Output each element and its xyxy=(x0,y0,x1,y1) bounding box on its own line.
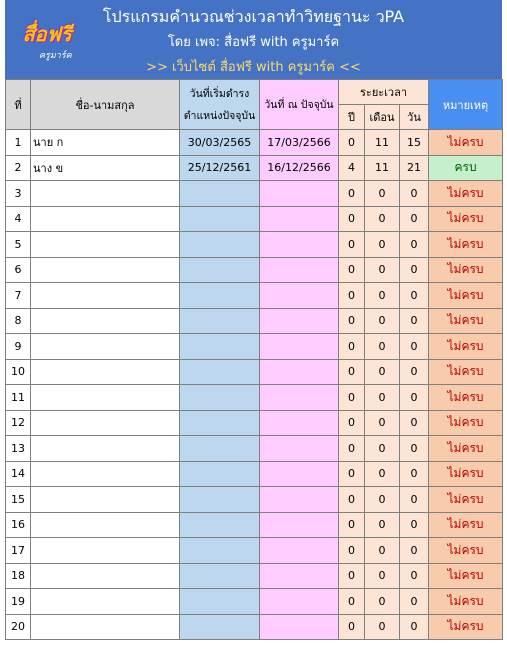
note-cell: ไม่ครบ xyxy=(429,334,503,360)
current-date-cell[interactable] xyxy=(260,181,339,207)
note-cell: ไม่ครบ xyxy=(429,130,503,156)
current-date-cell[interactable] xyxy=(260,512,339,538)
start-date-cell[interactable] xyxy=(180,461,260,487)
table-row xyxy=(6,487,503,513)
name-cell[interactable] xyxy=(31,563,180,589)
years-cell: 0 xyxy=(339,232,365,258)
name-cell[interactable] xyxy=(31,359,180,385)
row-number-cell: 6 xyxy=(6,257,31,283)
start-date-cell[interactable] xyxy=(180,257,260,283)
current-date-cell[interactable]: 16/12/2566 xyxy=(260,155,339,181)
header-name: ชื่อ-นามสกุล xyxy=(31,80,180,130)
days-cell: 0 xyxy=(400,538,429,564)
months-cell: 0 xyxy=(365,512,400,538)
note-cell: ไม่ครบ xyxy=(429,436,503,462)
note-cell: ไม่ครบ xyxy=(429,206,503,232)
note-cell: ไม่ครบ xyxy=(429,308,503,334)
name-cell[interactable] xyxy=(31,283,180,309)
row-number-cell: 9 xyxy=(6,334,31,360)
header-duration: ระยะเวลา xyxy=(339,80,429,105)
table-row xyxy=(6,436,503,462)
years-cell: 0 xyxy=(339,130,365,156)
table-row xyxy=(6,563,503,589)
years-cell: 0 xyxy=(339,538,365,564)
header-months: เดือน xyxy=(365,105,400,130)
header-start-line2: ตำแหน่งปัจจุบัน xyxy=(183,109,256,122)
row-number-cell: 1 xyxy=(6,130,31,156)
row-number-cell: 15 xyxy=(6,487,31,513)
name-cell[interactable] xyxy=(31,308,180,334)
logo-text: สื่อฟรี xyxy=(22,22,72,46)
years-cell: 0 xyxy=(339,385,365,411)
start-date-cell[interactable] xyxy=(180,589,260,615)
years-cell: 0 xyxy=(339,257,365,283)
start-date-cell[interactable] xyxy=(180,385,260,411)
years-cell: 0 xyxy=(339,334,365,360)
start-date-cell[interactable] xyxy=(180,614,260,640)
days-cell: 0 xyxy=(400,512,429,538)
row-number-cell: 2 xyxy=(6,155,31,181)
note-cell: ไม่ครบ xyxy=(429,283,503,309)
table-row xyxy=(6,257,503,283)
header-note: หมายเหตุ xyxy=(429,80,503,130)
days-cell: 0 xyxy=(400,410,429,436)
table-row xyxy=(6,308,503,334)
start-date-cell[interactable] xyxy=(180,181,260,207)
current-date-cell[interactable] xyxy=(260,385,339,411)
years-cell: 0 xyxy=(339,308,365,334)
start-date-cell[interactable] xyxy=(180,334,260,360)
start-date-cell[interactable] xyxy=(180,283,260,309)
header-current-date: วันที่ ณ ปัจจุบัน xyxy=(260,80,339,130)
note-cell: ไม่ครบ xyxy=(429,232,503,258)
row-number-cell: 16 xyxy=(6,512,31,538)
name-cell[interactable] xyxy=(31,385,180,411)
name-cell[interactable] xyxy=(31,436,180,462)
months-cell: 0 xyxy=(365,410,400,436)
days-cell: 0 xyxy=(400,487,429,513)
days-cell: 0 xyxy=(400,563,429,589)
months-cell: 0 xyxy=(365,436,400,462)
current-date-cell[interactable] xyxy=(260,461,339,487)
months-cell: 0 xyxy=(365,385,400,411)
table-row xyxy=(6,512,503,538)
note-cell: ไม่ครบ xyxy=(429,614,503,640)
days-cell: 0 xyxy=(400,436,429,462)
name-cell[interactable] xyxy=(31,410,180,436)
years-cell: 0 xyxy=(339,512,365,538)
years-cell: 0 xyxy=(339,589,365,615)
months-cell: 0 xyxy=(365,614,400,640)
days-cell: 0 xyxy=(400,614,429,640)
current-date-cell[interactable] xyxy=(260,410,339,436)
header-banner xyxy=(5,0,502,79)
note-cell: ไม่ครบ xyxy=(429,563,503,589)
years-cell: 0 xyxy=(339,283,365,309)
header-start-date xyxy=(180,80,260,130)
years-cell: 0 xyxy=(339,206,365,232)
years-cell: 0 xyxy=(339,461,365,487)
table-row xyxy=(6,283,503,309)
months-cell: 0 xyxy=(365,257,400,283)
note-cell: ไม่ครบ xyxy=(429,181,503,207)
months-cell: 0 xyxy=(365,232,400,258)
days-cell: 0 xyxy=(400,385,429,411)
months-cell: 0 xyxy=(365,181,400,207)
row-number-cell: 20 xyxy=(6,614,31,640)
days-cell: 0 xyxy=(400,257,429,283)
row-number-cell: 3 xyxy=(6,181,31,207)
months-cell: 0 xyxy=(365,563,400,589)
months-cell: 0 xyxy=(365,487,400,513)
row-number-cell: 8 xyxy=(6,308,31,334)
days-cell: 0 xyxy=(400,334,429,360)
row-number-cell: 12 xyxy=(6,410,31,436)
years-cell: 0 xyxy=(339,410,365,436)
months-cell: 0 xyxy=(365,334,400,360)
note-cell: ไม่ครบ xyxy=(429,538,503,564)
start-date-cell[interactable] xyxy=(180,487,260,513)
current-date-cell[interactable] xyxy=(260,436,339,462)
note-cell: ครบ xyxy=(429,155,503,181)
start-date-cell[interactable] xyxy=(180,436,260,462)
days-cell: 0 xyxy=(400,461,429,487)
days-cell: 21 xyxy=(400,155,429,181)
row-number-cell: 7 xyxy=(6,283,31,309)
row-number-cell: 5 xyxy=(6,232,31,258)
logo-subtext: ครูมาร์ค xyxy=(39,51,72,61)
name-cell[interactable] xyxy=(31,206,180,232)
name-cell[interactable] xyxy=(31,334,180,360)
current-date-cell[interactable]: 17/03/2566 xyxy=(260,130,339,156)
current-date-cell[interactable] xyxy=(260,232,339,258)
years-cell: 0 xyxy=(339,436,365,462)
name-cell[interactable] xyxy=(31,512,180,538)
header-no: ที่ xyxy=(6,80,31,130)
note-cell: ไม่ครบ xyxy=(429,461,503,487)
table-row xyxy=(6,385,503,411)
years-cell: 0 xyxy=(339,359,365,385)
months-cell: 0 xyxy=(365,206,400,232)
months-cell: 0 xyxy=(365,359,400,385)
current-date-cell[interactable] xyxy=(260,614,339,640)
current-date-cell[interactable] xyxy=(260,308,339,334)
row-number-cell: 17 xyxy=(6,538,31,564)
name-cell[interactable]: นาย ก xyxy=(31,130,180,156)
days-cell: 0 xyxy=(400,232,429,258)
page-byline: โดย เพจ: สื่อฟรี with ครูมาร์ค xyxy=(167,35,340,50)
years-cell: 0 xyxy=(339,614,365,640)
header-years: ปี xyxy=(339,105,365,130)
start-date-cell[interactable] xyxy=(180,308,260,334)
row-number-cell: 18 xyxy=(6,563,31,589)
days-cell: 15 xyxy=(400,130,429,156)
start-date-cell[interactable] xyxy=(180,232,260,258)
row-number-cell: 10 xyxy=(6,359,31,385)
note-cell: ไม่ครบ xyxy=(429,589,503,615)
current-date-cell[interactable] xyxy=(260,563,339,589)
name-cell[interactable] xyxy=(31,232,180,258)
start-date-cell[interactable] xyxy=(180,563,260,589)
start-date-cell[interactable] xyxy=(180,512,260,538)
current-date-cell[interactable] xyxy=(260,334,339,360)
page-title: โปรแกรมคำนวณช่วงเวลาทำวิทยฐานะ วPA xyxy=(102,7,405,26)
row-number-cell: 4 xyxy=(6,206,31,232)
note-cell: ไม่ครบ xyxy=(429,257,503,283)
name-cell[interactable] xyxy=(31,257,180,283)
days-cell: 0 xyxy=(400,359,429,385)
start-date-cell[interactable] xyxy=(180,359,260,385)
start-date-cell[interactable]: 25/12/2561 xyxy=(180,155,260,181)
current-date-cell[interactable] xyxy=(260,538,339,564)
name-cell[interactable] xyxy=(31,461,180,487)
table-row xyxy=(6,461,503,487)
months-cell: 0 xyxy=(365,283,400,309)
row-number-cell: 13 xyxy=(6,436,31,462)
note-cell: ไม่ครบ xyxy=(429,385,503,411)
start-date-cell[interactable] xyxy=(180,206,260,232)
table-row xyxy=(6,206,503,232)
years-cell: 0 xyxy=(339,181,365,207)
current-date-cell[interactable] xyxy=(260,283,339,309)
header-start-line1: วันที่เริ่มดำรง xyxy=(189,87,250,100)
name-cell[interactable] xyxy=(31,538,180,564)
note-cell: ไม่ครบ xyxy=(429,410,503,436)
start-date-cell[interactable] xyxy=(180,538,260,564)
table-row xyxy=(6,232,503,258)
name-cell[interactable]: นาง ข xyxy=(31,155,180,181)
days-cell: 0 xyxy=(400,308,429,334)
days-cell: 0 xyxy=(400,206,429,232)
current-date-cell[interactable] xyxy=(260,359,339,385)
months-cell: 0 xyxy=(365,461,400,487)
table-row xyxy=(6,130,503,156)
years-cell: 0 xyxy=(339,563,365,589)
current-date-cell[interactable] xyxy=(260,487,339,513)
row-number-cell: 19 xyxy=(6,589,31,615)
note-cell: ไม่ครบ xyxy=(429,359,503,385)
days-cell: 0 xyxy=(400,181,429,207)
table-row xyxy=(6,538,503,564)
table-row xyxy=(6,181,503,207)
name-cell[interactable] xyxy=(31,487,180,513)
years-cell: 4 xyxy=(339,155,365,181)
name-cell[interactable] xyxy=(31,614,180,640)
days-cell: 0 xyxy=(400,589,429,615)
name-cell[interactable] xyxy=(31,589,180,615)
months-cell: 0 xyxy=(365,538,400,564)
months-cell: 0 xyxy=(365,308,400,334)
note-cell: ไม่ครบ xyxy=(429,512,503,538)
current-date-cell[interactable] xyxy=(260,206,339,232)
note-cell: ไม่ครบ xyxy=(429,487,503,513)
website-link[interactable]: >> เว็บไซต์ สื่อฟรี with ครูมาร์ค << xyxy=(146,60,361,75)
table-row xyxy=(6,155,503,181)
header-days: วัน xyxy=(400,105,429,130)
current-date-cell[interactable] xyxy=(260,589,339,615)
name-cell[interactable] xyxy=(31,181,180,207)
table-row xyxy=(6,614,503,640)
months-cell: 11 xyxy=(365,130,400,156)
calculation-table xyxy=(5,79,503,640)
years-cell: 0 xyxy=(339,487,365,513)
row-number-cell: 14 xyxy=(6,461,31,487)
table-row xyxy=(6,589,503,615)
table-row xyxy=(6,334,503,360)
months-cell: 0 xyxy=(365,589,400,615)
start-date-cell[interactable] xyxy=(180,410,260,436)
table-row xyxy=(6,359,503,385)
start-date-cell[interactable]: 30/03/2565 xyxy=(180,130,260,156)
current-date-cell[interactable] xyxy=(260,257,339,283)
table-row xyxy=(6,410,503,436)
days-cell: 0 xyxy=(400,283,429,309)
row-number-cell: 11 xyxy=(6,385,31,411)
months-cell: 11 xyxy=(365,155,400,181)
